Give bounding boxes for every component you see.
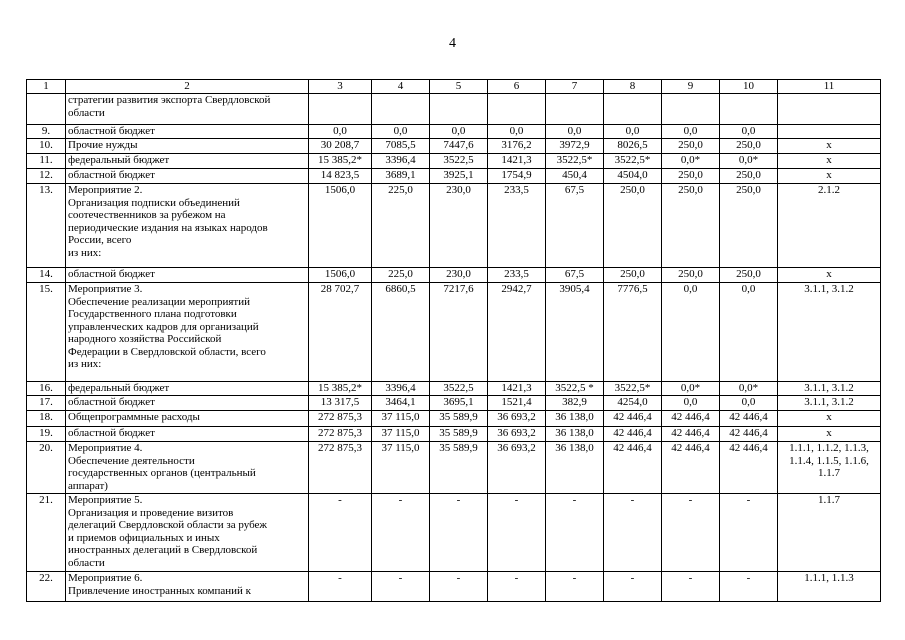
page-number: 4 (449, 36, 456, 51)
table-row (27, 572, 881, 602)
target-indicator-cell: 2.1.2 (778, 184, 881, 268)
row-name-line: областной бюджет (68, 268, 155, 280)
value-cell: 233,5 (488, 268, 546, 283)
target-indicator-cell: x (778, 154, 881, 169)
target-indicator-cell: 3.1.1, 3.1.2 (778, 382, 881, 396)
value-cell: 250,0 (720, 268, 778, 283)
row-name (66, 494, 309, 572)
value-cell: 1521,4 (488, 396, 546, 411)
value-cell (720, 94, 778, 125)
row-number: 22. (27, 572, 66, 602)
value-cell: 0,0 (662, 283, 720, 382)
column-number-6: 6 (488, 80, 546, 94)
value-cell: 15 385,2* (309, 154, 372, 169)
row-name-line: Федерации в Свердловской области, всего (68, 345, 266, 358)
value-cell: 233,5 (488, 184, 546, 268)
value-cell: 3925,1 (430, 169, 488, 184)
row-name-line: Мероприятие 5. (68, 494, 143, 506)
row-name-line: Привлечение иностранных компаний к (68, 584, 252, 597)
target-indicator-cell: x (778, 427, 881, 442)
value-cell: - (720, 572, 778, 602)
column-number-4: 4 (372, 80, 430, 94)
row-name-line: областной бюджет (68, 427, 155, 439)
value-cell: 7217,6 (430, 283, 488, 382)
column-number-11: 11 (778, 80, 881, 94)
value-cell: 250,0 (720, 169, 778, 184)
value-cell: - (372, 494, 430, 572)
row-name-line: Мероприятие 3. (68, 283, 143, 295)
value-cell: 67,5 (546, 268, 604, 283)
value-cell: 272 875,3 (309, 442, 372, 494)
value-cell: 1506,0 (309, 184, 372, 268)
row-name-line: области (68, 106, 105, 119)
value-cell: 3522,5* (546, 154, 604, 169)
value-cell (604, 94, 662, 125)
row-name-line: федеральный бюджет (68, 382, 170, 394)
row-name-line: Общепрограммные расходы (68, 411, 200, 423)
row-name-line: Мероприятие 6. (68, 572, 143, 584)
value-cell: 36 138,0 (546, 442, 604, 494)
value-cell: 3522,5* (604, 382, 662, 396)
value-cell: 28 702,7 (309, 283, 372, 382)
row-number: 15. (27, 283, 66, 382)
target-indicator-cell (778, 125, 881, 139)
value-cell: - (604, 572, 662, 602)
value-cell: 37 115,0 (372, 411, 430, 427)
row-number (27, 94, 66, 125)
value-cell: 37 115,0 (372, 427, 430, 442)
value-cell (662, 94, 720, 125)
table-row (27, 125, 881, 139)
value-cell: 4254,0 (604, 396, 662, 411)
row-number: 10. (27, 139, 66, 154)
column-number-10: 10 (720, 80, 778, 94)
value-cell: 42 446,4 (662, 442, 720, 494)
budget-table (26, 79, 881, 602)
value-cell: - (372, 572, 430, 602)
row-name (66, 125, 309, 139)
value-cell: 250,0 (662, 169, 720, 184)
value-cell: 3522,5 (430, 382, 488, 396)
row-number: 9. (27, 125, 66, 139)
value-cell: 3689,1 (372, 169, 430, 184)
value-cell: 272 875,3 (309, 427, 372, 442)
target-indicator-cell: x (778, 411, 881, 427)
value-cell: 42 446,4 (662, 411, 720, 427)
value-cell: 42 446,4 (604, 442, 662, 494)
value-cell: 30 208,7 (309, 139, 372, 154)
target-indicator-cell: x (778, 139, 881, 154)
table-row (27, 184, 881, 268)
value-cell: 230,0 (430, 184, 488, 268)
value-cell: - (720, 494, 778, 572)
table-row (27, 411, 881, 427)
value-cell: 15 385,2* (309, 382, 372, 396)
row-name (66, 396, 309, 411)
row-name-line: и приемов официальных и иных (68, 531, 220, 544)
row-name (66, 268, 309, 283)
value-cell: - (309, 572, 372, 602)
column-number-1: 1 (27, 80, 66, 94)
value-cell: - (546, 494, 604, 572)
target-indicator-cell: x (778, 169, 881, 184)
target-indicator-cell: 1.1.7 (778, 494, 881, 572)
value-cell: 42 446,4 (720, 427, 778, 442)
value-cell: 3464,1 (372, 396, 430, 411)
value-cell: - (662, 572, 720, 602)
row-name-line: народного хозяйства Российской (68, 333, 222, 345)
table-header-row (27, 80, 881, 94)
table-row (27, 382, 881, 396)
table-row (27, 94, 881, 125)
table-row (27, 283, 881, 382)
value-cell: 450,4 (546, 169, 604, 184)
value-cell: 0,0 (488, 125, 546, 139)
row-name-line: области (68, 556, 105, 569)
value-cell: 36 138,0 (546, 427, 604, 442)
value-cell: - (488, 572, 546, 602)
row-number: 14. (27, 268, 66, 283)
value-cell: 0,0 (720, 283, 778, 382)
table-row (27, 169, 881, 184)
target-indicator-cell: 3.1.1, 3.1.2 (778, 396, 881, 411)
value-cell: 250,0 (662, 139, 720, 154)
value-cell: 4504,0 (604, 169, 662, 184)
row-name-line: делегаций Свердловской области за рубеж (68, 519, 268, 531)
target-indicator-cell: 1.1.1, 1.1.2, 1.1.3, 1.1.4, 1.1.5, 1.1.6, 1.1.7 (778, 442, 881, 494)
target-indicator-cell: 1.1.1, 1.1.3 (778, 572, 881, 602)
value-cell: 7085,5 (372, 139, 430, 154)
row-name-line: из них: (68, 358, 102, 370)
value-cell: 0,0 (546, 125, 604, 139)
value-cell: 2942,7 (488, 283, 546, 382)
row-name (66, 94, 309, 125)
table-row (27, 494, 881, 572)
value-cell: 250,0 (604, 268, 662, 283)
row-number: 16. (27, 382, 66, 396)
value-cell (546, 94, 604, 125)
value-cell: 36 693,2 (488, 442, 546, 494)
row-name-line: Организация и проведение визитов (68, 506, 234, 519)
row-number: 12. (27, 169, 66, 184)
row-name-line: аппарат) (68, 479, 108, 492)
value-cell: 3396,4 (372, 154, 430, 169)
row-number: 18. (27, 411, 66, 427)
value-cell: - (488, 494, 546, 572)
row-number: 13. (27, 184, 66, 268)
value-cell (372, 94, 430, 125)
row-name-line: управленческих кадров для организаций (68, 320, 259, 333)
column-number-2: 2 (66, 80, 309, 94)
row-name-line: периодические издания на языках народов (68, 221, 268, 234)
row-name-line: Прочие нужды (68, 139, 138, 151)
value-cell: 36 693,2 (488, 411, 546, 427)
target-indicator-cell (778, 94, 881, 125)
value-cell: 3396,4 (372, 382, 430, 396)
row-name (66, 184, 309, 268)
value-cell: 0,0 (720, 125, 778, 139)
value-cell: 35 589,9 (430, 442, 488, 494)
table-row (27, 396, 881, 411)
value-cell: 225,0 (372, 268, 430, 283)
value-cell: - (546, 572, 604, 602)
value-cell: 0,0 (720, 396, 778, 411)
row-name-line: федеральный бюджет (68, 154, 170, 166)
value-cell: 42 446,4 (604, 411, 662, 427)
value-cell: 1421,3 (488, 382, 546, 396)
value-cell: 3972,9 (546, 139, 604, 154)
row-name-line: Мероприятие 2. (68, 184, 143, 196)
row-number: 20. (27, 442, 66, 494)
row-name (66, 572, 309, 602)
value-cell: 0,0 (662, 396, 720, 411)
value-cell: 230,0 (430, 268, 488, 283)
row-name (66, 283, 309, 382)
value-cell: 1754,9 (488, 169, 546, 184)
column-number-3: 3 (309, 80, 372, 94)
value-cell: 42 446,4 (720, 411, 778, 427)
value-cell (309, 94, 372, 125)
row-name (66, 427, 309, 442)
value-cell: 0,0 (309, 125, 372, 139)
value-cell: 1421,3 (488, 154, 546, 169)
row-name-line: из них: (68, 246, 102, 259)
value-cell: 0,0* (720, 382, 778, 396)
target-indicator-cell: 3.1.1, 3.1.2 (778, 283, 881, 382)
value-cell: 35 589,9 (430, 411, 488, 427)
value-cell: 0,0* (662, 154, 720, 169)
value-cell: 42 446,4 (604, 427, 662, 442)
target-indicator-cell: x (778, 268, 881, 283)
row-name (66, 139, 309, 154)
row-name (66, 442, 309, 494)
value-cell: - (309, 494, 372, 572)
value-cell: - (604, 494, 662, 572)
value-cell: 42 446,4 (662, 427, 720, 442)
value-cell: 250,0 (662, 268, 720, 283)
row-number: 11. (27, 154, 66, 169)
value-cell: 42 446,4 (720, 442, 778, 494)
row-name-line: стратегии развития экспорта Свердловской (68, 94, 271, 106)
row-name (66, 154, 309, 169)
row-name-line: России, всего (68, 234, 132, 246)
table-row (27, 154, 881, 169)
row-name (66, 169, 309, 184)
value-cell: 3695,1 (430, 396, 488, 411)
column-number-9: 9 (662, 80, 720, 94)
row-name-line: Обеспечение реализации мероприятий (68, 295, 251, 308)
value-cell: 250,0 (720, 184, 778, 268)
column-number-8: 8 (604, 80, 662, 94)
value-cell: 225,0 (372, 184, 430, 268)
value-cell: 37 115,0 (372, 442, 430, 494)
value-cell: 7776,5 (604, 283, 662, 382)
row-name-line: соотечественников за рубежом на (68, 209, 226, 221)
row-name-line: Организация подписки объединений (68, 196, 240, 209)
value-cell: 3176,2 (488, 139, 546, 154)
row-name (66, 382, 309, 396)
row-number: 19. (27, 427, 66, 442)
value-cell: 0,0 (662, 125, 720, 139)
value-cell: 13 317,5 (309, 396, 372, 411)
value-cell: 8026,5 (604, 139, 662, 154)
row-name-line: областной бюджет (68, 169, 155, 181)
value-cell: 0,0 (372, 125, 430, 139)
value-cell: 36 138,0 (546, 411, 604, 427)
value-cell: - (430, 494, 488, 572)
value-cell: - (662, 494, 720, 572)
value-cell: 382,9 (546, 396, 604, 411)
row-name (66, 411, 309, 427)
column-number-7: 7 (546, 80, 604, 94)
value-cell: 3522,5* (604, 154, 662, 169)
table-row (27, 427, 881, 442)
row-name-line: областной бюджет (68, 125, 155, 137)
row-name-line: областной бюджет (68, 396, 155, 408)
value-cell (488, 94, 546, 125)
row-name-line: иностранных делегаций в Свердловской (68, 544, 258, 556)
value-cell: 272 875,3 (309, 411, 372, 427)
value-cell: 1506,0 (309, 268, 372, 283)
value-cell: 250,0 (604, 184, 662, 268)
value-cell: - (430, 572, 488, 602)
value-cell: 250,0 (720, 139, 778, 154)
value-cell: 67,5 (546, 184, 604, 268)
table-row (27, 139, 881, 154)
value-cell (430, 94, 488, 125)
row-number: 17. (27, 396, 66, 411)
row-name-line: Обеспечение деятельности (68, 454, 195, 467)
value-cell: 0,0 (430, 125, 488, 139)
column-number-5: 5 (430, 80, 488, 94)
value-cell: 14 823,5 (309, 169, 372, 184)
row-number: 21. (27, 494, 66, 572)
value-cell: 3522,5 (430, 154, 488, 169)
table-row (27, 442, 881, 494)
value-cell: 3905,4 (546, 283, 604, 382)
value-cell: 36 693,2 (488, 427, 546, 442)
value-cell: 35 589,9 (430, 427, 488, 442)
value-cell: 0,0 (604, 125, 662, 139)
value-cell: 3522,5 * (546, 382, 604, 396)
value-cell: 250,0 (662, 184, 720, 268)
row-name-line: Мероприятие 4. (68, 442, 143, 454)
value-cell: 7447,6 (430, 139, 488, 154)
row-name-line: Государственного плана подготовки (68, 308, 237, 320)
value-cell: 0,0* (662, 382, 720, 396)
value-cell: 0,0* (720, 154, 778, 169)
value-cell: 6860,5 (372, 283, 430, 382)
table-row (27, 268, 881, 283)
row-name-line: государственных органов (центральный (68, 467, 256, 479)
